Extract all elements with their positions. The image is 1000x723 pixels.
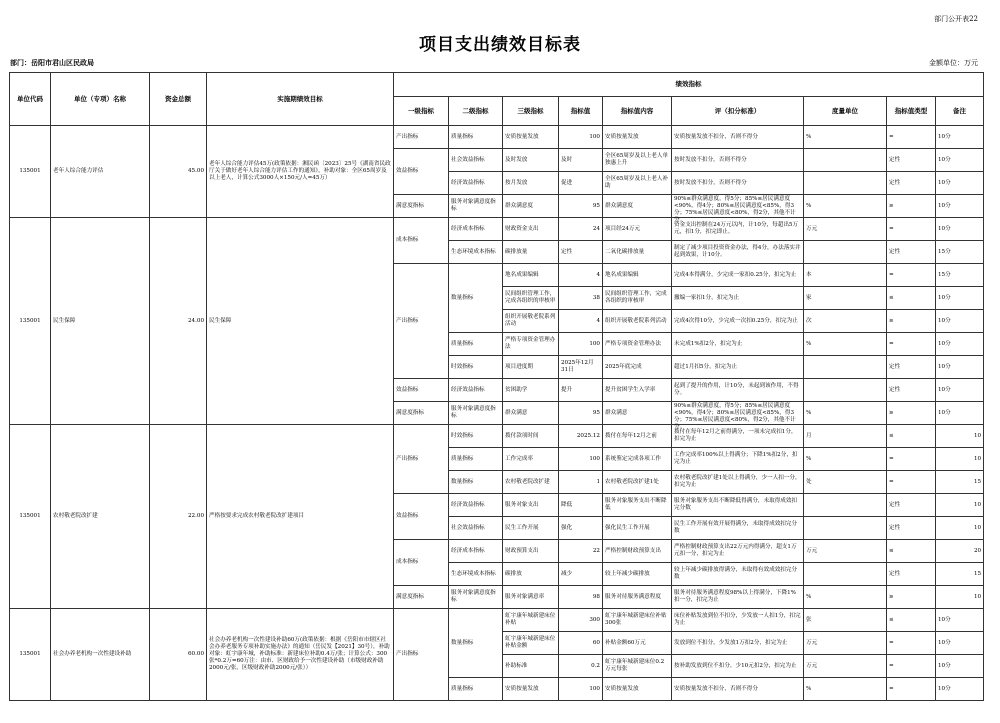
- remark-cell: 10分: [936, 126, 984, 149]
- remark-cell: 10分: [936, 287, 984, 310]
- value-type-cell: =: [887, 218, 936, 241]
- unit-code-cell: 135001: [10, 126, 51, 218]
- scoring-cell: 撤编一家扣1分，扣完为止: [672, 287, 804, 310]
- remark-cell: 10分: [936, 172, 984, 195]
- level3-cell: 虹宇康年城新建床位补贴: [503, 609, 559, 632]
- value-content-cell: 虹宇康年城新建床位补贴300张: [603, 609, 672, 632]
- level2-cell: 质量指标: [449, 448, 503, 471]
- level3-cell: 群众满意度: [503, 195, 559, 218]
- value-type-cell: =: [887, 126, 936, 149]
- level2-cell: 经济成本指标: [449, 540, 503, 563]
- level2-cell: 经济效益指标: [449, 172, 503, 195]
- level3-cell: 按月发放: [503, 172, 559, 195]
- remark-cell: 10分: [936, 655, 984, 678]
- value-content-cell: 群众满意: [603, 402, 672, 425]
- value-content-cell: 安质按量发放: [603, 678, 672, 701]
- scoring-cell: 完成4次得10分，少完成一次扣0.25分，扣完为止: [672, 310, 804, 333]
- value-type-cell: =: [887, 678, 936, 701]
- period-goal-cell: 民生保障: [207, 218, 394, 425]
- level1-cell: 效益指标: [394, 494, 449, 540]
- value-cell: 100: [559, 333, 603, 356]
- level3-cell: 补助标准: [503, 655, 559, 678]
- value-content-cell: 地名成果编辑: [603, 264, 672, 287]
- remark-cell: 10分: [936, 149, 984, 172]
- table-row: [10, 609, 984, 632]
- remark-cell: 10: [936, 494, 984, 517]
- scoring-cell: 拨付在每年12月之前得满分，一项未完成扣1分，扣完为止: [672, 425, 804, 448]
- measure-unit-cell: 万元: [804, 655, 887, 678]
- measure-unit-cell: [804, 356, 887, 379]
- level3-cell: 工作完成率: [503, 448, 559, 471]
- level3-cell: 虹宇康年城新建床位补贴金额: [503, 632, 559, 655]
- value-type-cell: ≤: [887, 609, 936, 632]
- level3-cell: 地名成果编辑: [503, 264, 559, 287]
- header-level2: 二级指标: [449, 97, 503, 126]
- total-funds-cell: 60.00: [150, 609, 207, 701]
- project-name-cell: 民生保障: [51, 218, 150, 425]
- level2-cell: 质量指标: [449, 333, 503, 356]
- remark-cell: 15: [936, 471, 984, 494]
- level3-cell: 民生工作开展: [503, 517, 559, 540]
- remark-cell: 10分: [936, 195, 984, 218]
- scoring-cell: 安质按量发放不扣分，否则不得分: [672, 126, 804, 149]
- header-value-type: 指标值类型: [887, 97, 936, 126]
- level1-cell: 满意度指标: [394, 402, 449, 425]
- value-type-cell: 定性: [887, 517, 936, 540]
- value-content-cell: 拨付在每年12月之前: [603, 425, 672, 448]
- remark-cell: 10: [936, 448, 984, 471]
- value-type-cell: ≥: [887, 195, 936, 218]
- level1-cell: 产出指标: [394, 609, 449, 701]
- value-cell: 减少: [559, 563, 603, 586]
- level1-cell: 满意度指标: [394, 195, 449, 218]
- value-cell: 4: [559, 264, 603, 287]
- level2-cell: 生态环境成本指标: [449, 241, 503, 264]
- level3-cell: 服务对象满意率: [503, 586, 559, 609]
- measure-unit-cell: %: [804, 402, 887, 425]
- value-cell: 300: [559, 609, 603, 632]
- scoring-cell: 按补助发放到位不扣分，少10元扣2分，扣完为止: [672, 655, 804, 678]
- project-name-cell: 老年人综合能力评估: [51, 126, 150, 218]
- scoring-cell: 资金支出控制在24万元以内，计10分，每超出5万元，扣1分，扣完即止。: [672, 218, 804, 241]
- measure-unit-cell: 万元: [804, 218, 887, 241]
- level3-cell: 安质按量发放: [503, 126, 559, 149]
- value-cell: 强化: [559, 517, 603, 540]
- header-value-content: 指标值内容: [603, 97, 672, 126]
- measure-unit-cell: [804, 517, 887, 540]
- value-cell: 及时: [559, 149, 603, 172]
- level3-cell: 组织开展敬老院系列活动: [503, 310, 559, 333]
- value-type-cell: ≤: [887, 425, 936, 448]
- remark-cell: 10分: [936, 333, 984, 356]
- value-cell: 60: [559, 632, 603, 655]
- unit-code-cell: 135001: [10, 425, 51, 609]
- value-content-cell: 群众满意度: [603, 195, 672, 218]
- header-level1: 一级指标: [394, 97, 449, 126]
- measure-unit-cell: %: [804, 448, 887, 471]
- unit-code-cell: 135001: [10, 609, 51, 701]
- level2-cell: 生态环境成本指标: [449, 563, 503, 586]
- scoring-cell: 90%≤群众满意度，得5分；85%≤居民满意度<90%，得4分；80%≤居民满意度<85%，得3分；75%≤居民满意度<80%，得2分，其他不计分。: [672, 402, 804, 425]
- table-header: [10, 73, 984, 126]
- level1-cell: 成本指标: [394, 218, 449, 264]
- total-funds-cell: 45.00: [150, 126, 207, 218]
- value-content-cell: 服务对象服务支出不断降低: [603, 494, 672, 517]
- measure-unit-cell: [804, 172, 887, 195]
- header-scoring: 评（扣分标准）: [672, 97, 804, 126]
- value-content-cell: 强化民生工作开展: [603, 517, 672, 540]
- header-total-funds: 资金总额: [150, 73, 207, 126]
- level2-cell: 社会效益指标: [449, 149, 503, 172]
- table-row: [10, 126, 984, 149]
- header-value: 指标值: [559, 97, 603, 126]
- level2-cell: 时效指标: [449, 425, 503, 448]
- value-content-cell: 提升贫困学生入学率: [603, 379, 672, 402]
- level3-cell: 严格专项资金管理办法: [503, 333, 559, 356]
- remark-cell: 10: [936, 586, 984, 609]
- value-cell: 定性: [559, 241, 603, 264]
- level2-cell: 服务对象满意度指标: [449, 402, 503, 425]
- level1-cell: 满意度指标: [394, 586, 449, 609]
- period-goal-cell: 社会办养老机构一次性建设补助60万(政策依据：根据《岳阳市市辖区社会办养老服务专项补助实施办法》的通知（岳民发【2021】30号），补助对象：虹宇康年城，补助标准：新建床位补助0.4万/张；计算公式：300张*0.2万=60万注：由市、区财政给予一次性建设补助（市级财政补助2000元/张，区级财政补助2000元/张））: [207, 609, 394, 701]
- level3-cell: 碳排放: [503, 563, 559, 586]
- level3-cell: 群众满意: [503, 402, 559, 425]
- value-cell: 100: [559, 126, 603, 149]
- scoring-cell: 服务对待服务满意程度98%以上得满分，下降1%扣一分，扣完为止: [672, 586, 804, 609]
- remark-cell: 15分: [936, 241, 984, 264]
- level2-cell: 经济效益指标: [449, 494, 503, 517]
- level2-cell: 质量指标: [449, 678, 503, 701]
- level3-cell: 项目进度期: [503, 356, 559, 379]
- level2-cell: 社会效益指标: [449, 517, 503, 540]
- remark-cell: 10分: [936, 632, 984, 655]
- remark-cell: 10分: [936, 379, 984, 402]
- measure-unit-cell: %: [804, 678, 887, 701]
- measure-unit-cell: [804, 149, 887, 172]
- performance-table: [9, 72, 984, 701]
- scoring-cell: 超过1月扣5分，扣完为止: [672, 356, 804, 379]
- level2-cell: 时效指标: [449, 356, 503, 379]
- value-type-cell: 定性: [887, 379, 936, 402]
- value-type-cell: 定性: [887, 149, 936, 172]
- value-cell: 0.2: [559, 655, 603, 678]
- value-content-cell: 2025年底完成: [603, 356, 672, 379]
- remark-cell: 10分: [936, 218, 984, 241]
- level2-cell: 服务对象满意度指标: [449, 195, 503, 218]
- level2-cell: 服务对象满意度指标: [449, 586, 503, 609]
- scoring-cell: 90%≤群众满意度，得5分；85%≤居民满意度<90%，得4分；80%≤居民满意度<85%，得3分；75%≤居民满意度<80%，得2分，其他不计分。: [672, 195, 804, 218]
- level2-cell: 数量指标: [449, 609, 503, 678]
- value-cell: 降低: [559, 494, 603, 517]
- measure-unit-cell: 次: [804, 310, 887, 333]
- value-content-cell: 较上年减少碳排放: [603, 563, 672, 586]
- value-content-cell: 安质按量发放: [603, 126, 672, 149]
- value-type-cell: ≥: [887, 402, 936, 425]
- scoring-cell: 服务对象服务支出不断降低得满分，未取得成效扣完分数: [672, 494, 804, 517]
- measure-unit-cell: 万元: [804, 632, 887, 655]
- level3-cell: 财政预算支出: [503, 540, 559, 563]
- level1-cell: 产出指标: [394, 264, 449, 379]
- value-content-cell: 服务对待服务满意程度: [603, 586, 672, 609]
- value-cell: 1: [559, 471, 603, 494]
- value-type-cell: =: [887, 471, 936, 494]
- level3-cell: 安质按量发放: [503, 678, 559, 701]
- level2-cell: 经济成本指标: [449, 218, 503, 241]
- value-type-cell: ≤: [887, 287, 936, 310]
- department-label: 部门：岳阳市君山区民政局: [10, 58, 94, 67]
- value-cell: 95: [559, 402, 603, 425]
- value-cell: 2025.12: [559, 425, 603, 448]
- header-period-goal: 实施期绩效目标: [207, 73, 394, 126]
- header-indicators: 绩效指标: [394, 73, 984, 97]
- remark-cell: 10分: [936, 609, 984, 632]
- value-type-cell: ≥: [887, 310, 936, 333]
- scoring-cell: 起到了提升的作用，计10分，未起到该作用，不得分。: [672, 379, 804, 402]
- remark-cell: 10分: [936, 402, 984, 425]
- value-cell: 38: [559, 287, 603, 310]
- level3-cell: 贫困助学: [503, 379, 559, 402]
- value-type-cell: =: [887, 264, 936, 287]
- value-type-cell: 定性: [887, 356, 936, 379]
- measure-unit-cell: 月: [804, 425, 887, 448]
- value-type-cell: =: [887, 333, 936, 356]
- measure-unit-cell: 万元: [804, 540, 887, 563]
- remark-cell: 15分: [936, 264, 984, 287]
- amount-unit-label: 金额单位：万元: [929, 59, 978, 67]
- value-content-cell: 二氧化碳排放量: [603, 241, 672, 264]
- value-content-cell: 虹宇康年城新建床位0.2万元每张: [603, 655, 672, 678]
- level1-cell: 效益指标: [394, 379, 449, 402]
- scoring-cell: 未完成1%扣2分，扣完为止: [672, 333, 804, 356]
- value-cell: 100: [559, 448, 603, 471]
- scoring-cell: 按时发放不扣分，否则不得分: [672, 172, 804, 195]
- level3-cell: 财政资金支出: [503, 218, 559, 241]
- value-cell: 2025年12月31日: [559, 356, 603, 379]
- page-title: 项目支出绩效目标表: [419, 35, 581, 55]
- scoring-cell: 按时发放不扣分，否则不得分: [672, 149, 804, 172]
- measure-unit-cell: 张: [804, 609, 887, 632]
- value-content-cell: 全区65周岁及以上老人单独惠上升: [603, 149, 672, 172]
- level2-cell: 数量指标: [449, 471, 503, 494]
- level1-cell: 效益指标: [394, 149, 449, 195]
- value-type-cell: 定性: [887, 241, 936, 264]
- value-type-cell: =: [887, 632, 936, 655]
- measure-unit-cell: %: [804, 126, 887, 149]
- scoring-cell: 安质按量发放不扣分，否则不得分: [672, 678, 804, 701]
- header-unit-code: 单位代码: [10, 73, 51, 126]
- value-content-cell: 严格专项资金管理办法: [603, 333, 672, 356]
- table-body: [10, 126, 984, 701]
- remark-cell: 10: [936, 425, 984, 448]
- scoring-cell: 工作完成率100%以上得满分；下降1%扣2分，扣完为止: [672, 448, 804, 471]
- value-cell: 促进: [559, 172, 603, 195]
- unit-code-cell: 135001: [10, 218, 51, 425]
- total-funds-cell: 24.00: [150, 218, 207, 425]
- level1-cell: 产出指标: [394, 425, 449, 494]
- scoring-cell: 严格控制财政预算支出22万元内得满分，超支1万元扣一分，扣完为止: [672, 540, 804, 563]
- level1-cell: 产出指标: [394, 126, 449, 149]
- value-type-cell: 定性: [887, 494, 936, 517]
- remark-cell: 10分: [936, 678, 984, 701]
- level3-cell: 服务对象支出: [503, 494, 559, 517]
- value-cell: 提升: [559, 379, 603, 402]
- scoring-cell: 较上年减少碳排放得满分，未取得有效成效扣完分数: [672, 563, 804, 586]
- level3-cell: 民间组织管理工作，完成各组织的审核审: [503, 287, 559, 310]
- project-name-cell: 社会办养老机构一次性建设补助: [51, 609, 150, 701]
- level3-cell: 碳排放量: [503, 241, 559, 264]
- value-type-cell: =: [887, 448, 936, 471]
- remark-cell: 10分: [936, 356, 984, 379]
- value-content-cell: 补贴金额60万元: [603, 632, 672, 655]
- measure-unit-cell: [804, 241, 887, 264]
- level1-cell: 成本指标: [394, 540, 449, 586]
- value-content-cell: 农村敬老院改扩建1处: [603, 471, 672, 494]
- project-name-cell: 农村敬老院改扩建: [51, 425, 150, 609]
- total-funds-cell: 22.00: [150, 425, 207, 609]
- measure-unit-cell: %: [804, 333, 887, 356]
- value-content-cell: 项目经24万元: [603, 218, 672, 241]
- header-level3: 三级指标: [503, 97, 559, 126]
- measure-unit-cell: 本: [804, 264, 887, 287]
- value-content-cell: 严格控制财政预算支出: [603, 540, 672, 563]
- remark-cell: 15: [936, 563, 984, 586]
- level2-cell: 质量指标: [449, 126, 503, 149]
- measure-unit-cell: 处: [804, 471, 887, 494]
- scoring-cell: 制定了减少项目投资资金办法，得4分，办法落实并起到效果，计10分。: [672, 241, 804, 264]
- scoring-cell: 民生工作开展有效开展得满分，未取得成效扣完分数: [672, 517, 804, 540]
- value-type-cell: 定性: [887, 563, 936, 586]
- value-content-cell: 系统鉴定完成各项工作: [603, 448, 672, 471]
- period-goal-cell: 严格按要求完成农村敬老院改扩建项目: [207, 425, 394, 609]
- value-cell: 95: [559, 195, 603, 218]
- level3-cell: 拨付款项时间: [503, 425, 559, 448]
- remark-cell: 10分: [936, 310, 984, 333]
- level3-cell: 农村敬老院改扩建: [503, 471, 559, 494]
- value-content-cell: 全区65周岁及以上老人补助: [603, 172, 672, 195]
- value-cell: 24: [559, 218, 603, 241]
- header-measure-unit: 度量单位: [804, 97, 887, 126]
- value-type-cell: ≥: [887, 586, 936, 609]
- value-cell: 98: [559, 586, 603, 609]
- measure-unit-cell: [804, 494, 887, 517]
- level2-cell: 经济效益指标: [449, 379, 503, 402]
- value-content-cell: 组织开展敬老院系列活动: [603, 310, 672, 333]
- remark-cell: 10: [936, 517, 984, 540]
- header-project-name: 单位（专项）名称: [51, 73, 150, 126]
- measure-unit-cell: %: [804, 586, 887, 609]
- level3-cell: 及时发放: [503, 149, 559, 172]
- value-cell: 100: [559, 678, 603, 701]
- remark-cell: 20: [936, 540, 984, 563]
- scoring-cell: 农村敬老院改扩建1处以上得满分，少一人扣一分，扣完为止: [672, 471, 804, 494]
- measure-unit-cell: [804, 379, 887, 402]
- scoring-cell: 完成4本得满分，少完成一家扣0.25分，扣完为止: [672, 264, 804, 287]
- value-cell: 22: [559, 540, 603, 563]
- page-number-label: 部门公开表22: [934, 15, 978, 23]
- scoring-cell: 发放到位不扣分，少发放1万扣2分，扣完为止: [672, 632, 804, 655]
- value-type-cell: 定性: [887, 172, 936, 195]
- measure-unit-cell: 家: [804, 287, 887, 310]
- measure-unit-cell: %: [804, 195, 887, 218]
- value-cell: 4: [559, 310, 603, 333]
- value-type-cell: =: [887, 655, 936, 678]
- value-content-cell: 民间组织管理工作，完成各组织的审核审: [603, 287, 672, 310]
- measure-unit-cell: [804, 563, 887, 586]
- table-row: [10, 218, 984, 241]
- value-type-cell: ≤: [887, 540, 936, 563]
- scoring-cell: 床位补贴发放到位不扣分，少发放一人扣1分，扣完为止: [672, 609, 804, 632]
- level2-cell: 数量指标: [449, 264, 503, 333]
- period-goal-cell: 老年人综合能力评估45万(政策依据：湘民函〔2023〕25号《湖南省民政厅关于做好老年人综合能力评估工作的通知》，补助对象：全区65周岁及以上老人，计算公式3000人×150元/人=45万）: [207, 126, 394, 218]
- table-row: [10, 425, 984, 448]
- header-remark: 备注: [936, 97, 984, 126]
